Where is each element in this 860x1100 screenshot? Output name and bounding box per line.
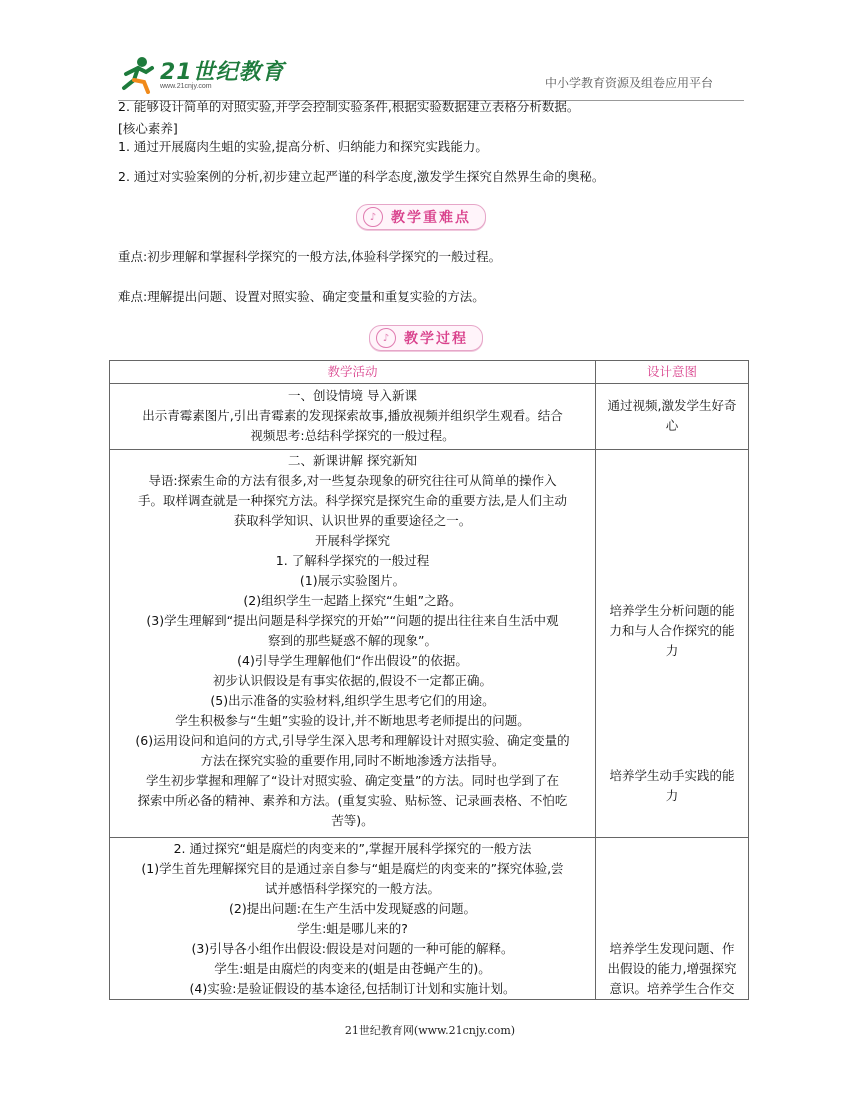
section-badge-key-points: ♪ 教学重难点 [356, 204, 486, 230]
microphone-icon: ♪ [363, 207, 383, 227]
teaching-process-table [109, 360, 749, 1000]
row3-intent: 培养学生发现问题、作 出假设的能力,增强探究 意识。培养学生合作交 [607, 941, 737, 996]
microphone-icon: ♪ [376, 328, 396, 348]
row3-activity: 2. 通过探究“蛆是腐烂的肉变来的”,掌握开展科学探究的一般方法 (1)学生首先理解探究目的是通过亲自参与“蛆是腐烂的肉变来的”探究体验,尝 试并感悟科学探究的一般方法。 (2)提出问题:在生产生活中发现疑惑的问题。 学生:蛆是哪儿来的? (3)引导各小组作出假设:假设是对问题的一种可能的解释。 学生:蛆是由腐烂的肉变来的(蛆是由苍蝇产生的)。 (4)实验:是验证假设的基本途径,包括制订计划和实施计划。 [141, 841, 564, 996]
col-header-intent: 设计意图 [646, 364, 697, 379]
row2-intent-practice: 培养学生动手实践的能 力 [609, 768, 735, 803]
logo-runner-icon [118, 54, 158, 94]
row1-intent: 通过视频,激发学生好奇 心 [607, 398, 737, 433]
goal-2: 2. 能够设计简单的对照实验,并学会控制实验条件,根据实验数据建立表格分析数据。 [118, 99, 580, 114]
row2-activity: 二、新课讲解 探究新知 导语:探索生命的方法有很多,对一些复杂现象的研究往往可从简单的操作入 手。取样调查就是一种探究方法。科学探究是探究生命的重要方法,是人们主动 获取科学知识、认识世界的重要途径之一。 开展科学探究 1. 了解科学探究的一般过程 (1)展示实验图片。 (2)组织学生一起踏上探究“生蛆”之路。 (3)学生理解到“提出问题是科学探究的开始”“问题的提出往往来自生活中观 察到的那些疑惑不解的现象”。 (4)引导学生理解他们“作出假设”的依据。 初步认识假设是有事实依据的,假设不一定都正确。 (5)出示准备的实验材料,组织学生思考它们的用途。 学生积极参与“生蛆”实验的设计,并不断地思考老师提出的问题。 (6)运用设问和追问的方式,引导学生深入思考和理解设计对照实验、确定变量的 方法在探究实验的重要作用,同时不断地渗透方法指导。 学生初步掌握和理解了“设计对照实验、确定变量”的方法。同时也学到了在 探索中所必备的精神、素养和方法。(重复实验、贴标签、记录画表格、不怕吃 苦等)。 [135, 453, 570, 828]
key-point: 重点:初步理解和掌握科学探究的一般方法,体验科学探究的一般过程。 [118, 249, 502, 264]
core-1: 1. 通过开展腐肉生蛆的实验,提高分析、归纳能力和探究实践能力。 [118, 139, 488, 154]
core-heading: [核心素养] [118, 121, 178, 136]
section-badge-process: ♪ 教学过程 [369, 325, 483, 351]
logo-text: 21世纪教育 [160, 60, 285, 85]
logo-url: www.21cnjy.com [160, 83, 212, 90]
col-header-activity: 教学活动 [327, 364, 378, 379]
row1-activity: 一、创设情境 导入新课 出示青霉素图片,引出青霉素的发现探索故事,播放视频并组织学生观看。结合 视频思考:总结科学探究的一般过程。 [142, 388, 563, 443]
row2-intent-analysis: 培养学生分析问题的能 力和与人合作探究的能 力 [609, 603, 735, 658]
platform-name: 中小学教育资源及组卷应用平台 [545, 76, 714, 90]
difficulty-point: 难点:理解提出问题、设置对照实验、确定变量和重复实验的方法。 [118, 289, 485, 304]
core-2: 2. 通过对实验案例的分析,初步建立起严谨的科学态度,激发学生探究自然界生命的奥秘。 [118, 169, 605, 184]
footer: 21世纪教育网(www.21cnjy.com) [344, 1024, 516, 1037]
